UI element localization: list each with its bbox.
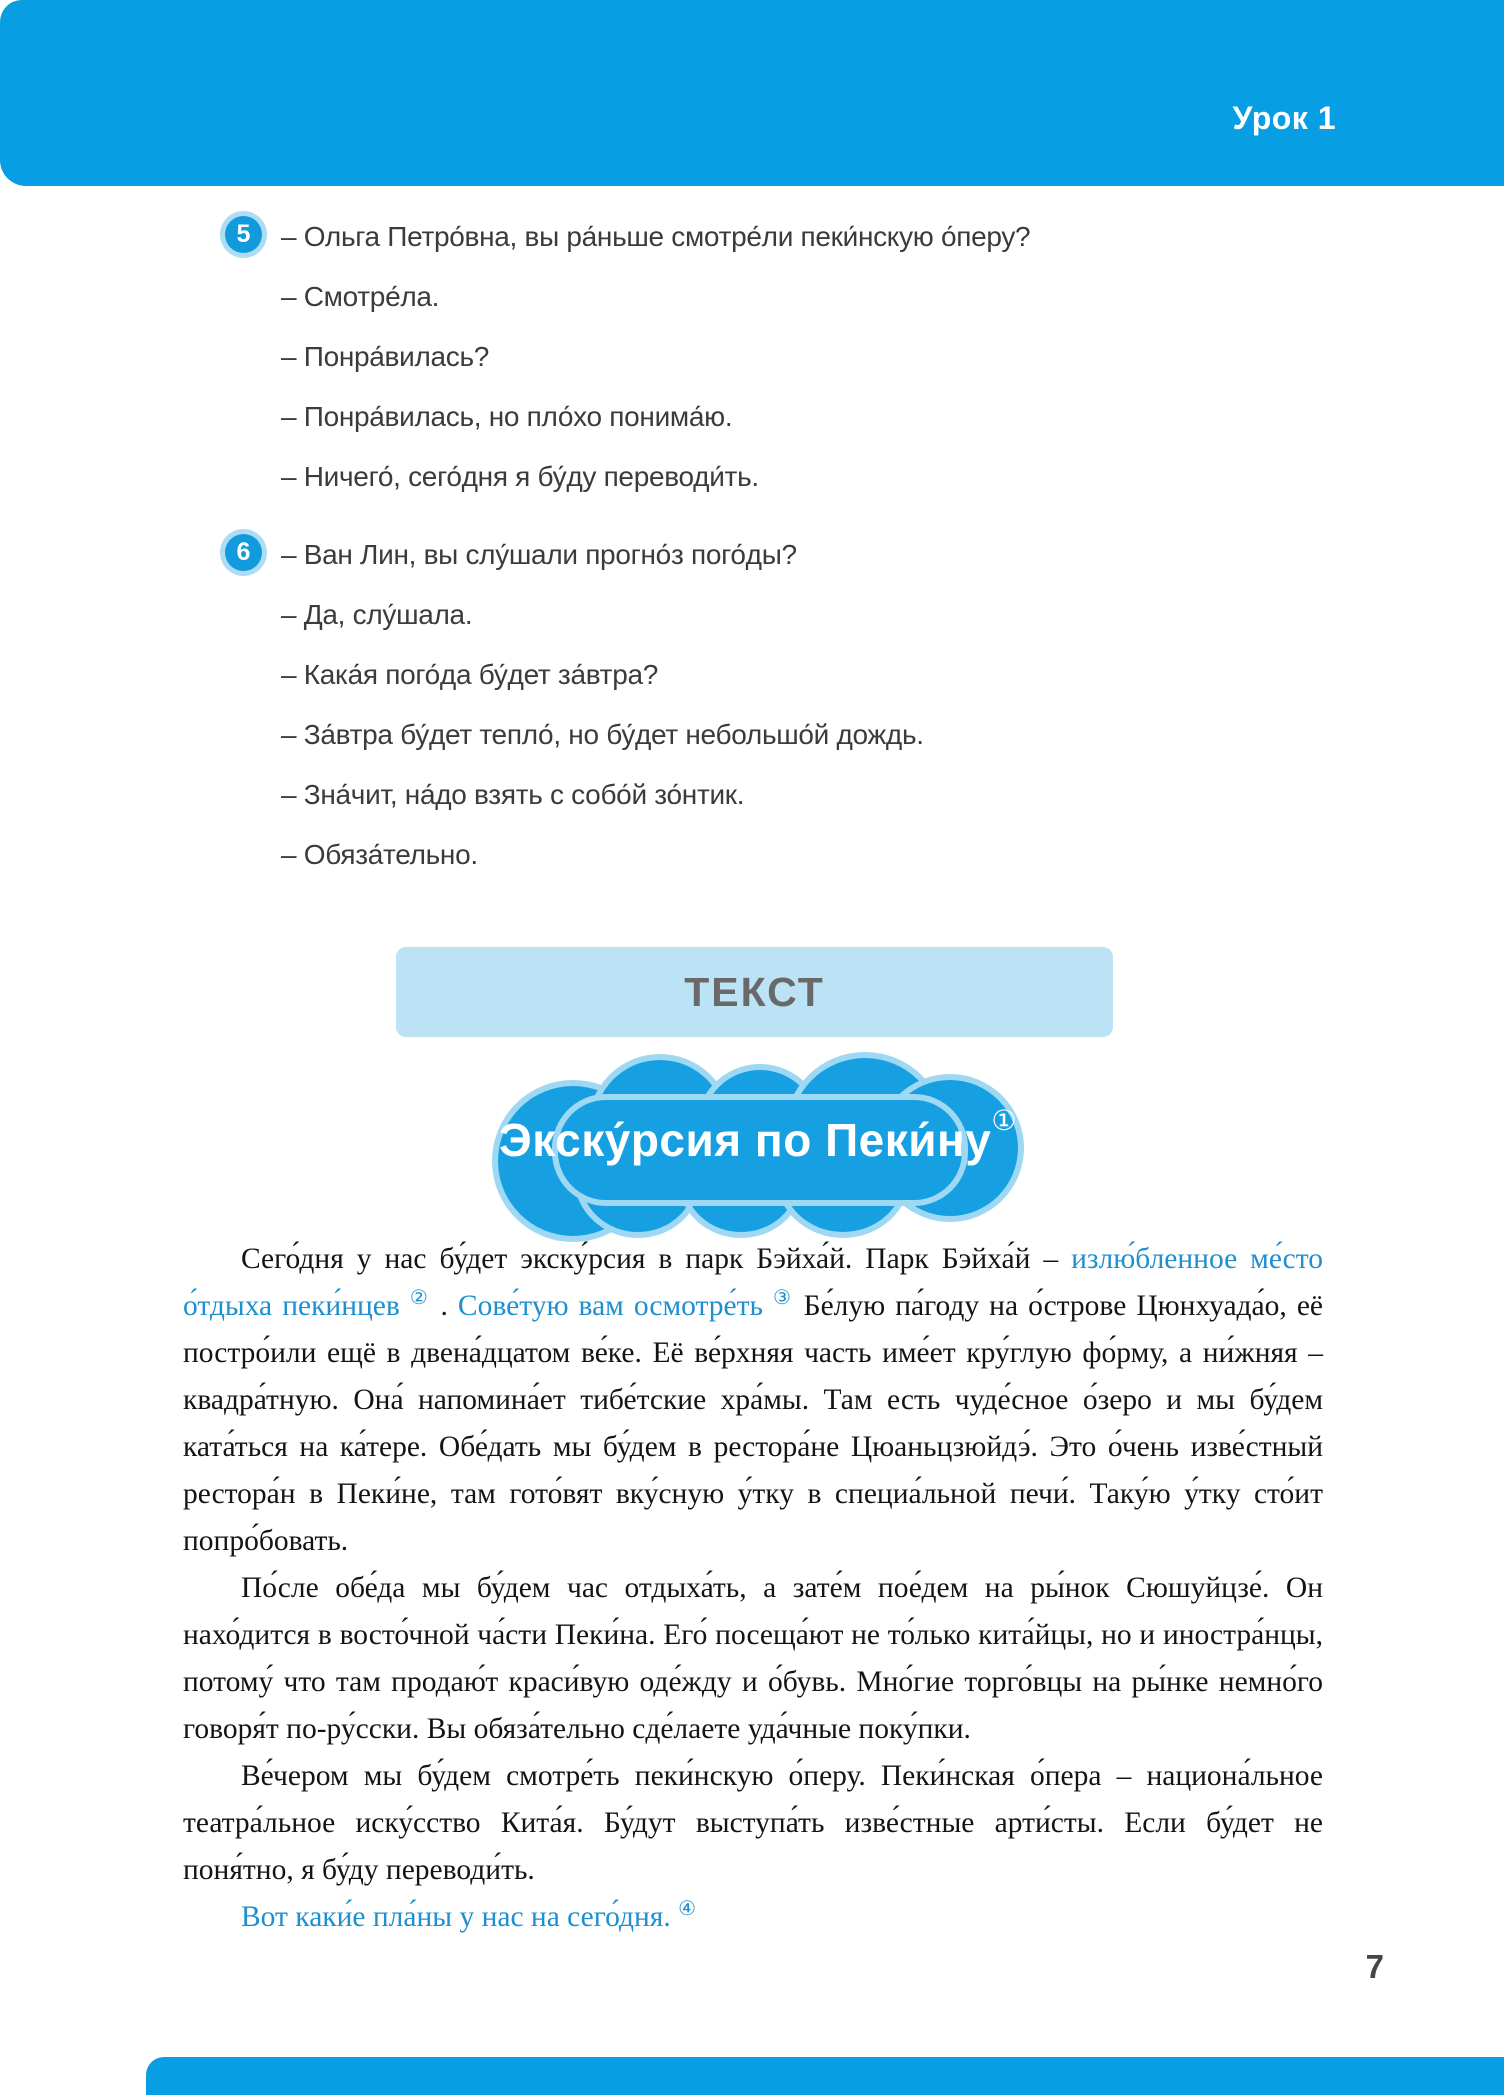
dialogue-line: – Кака́я пого́да бу́дет за́втра? (281, 659, 659, 690)
dialogue-item-5 (236, 220, 1031, 520)
dialogue-line: – Ничего́, сего́дня я бу́ду переводи́ть. (281, 461, 759, 492)
cloud-title-text (498, 1105, 1018, 1167)
footnote-4-marker: ④ (678, 1898, 697, 1921)
footnote-1-marker: ① (991, 1105, 1017, 1136)
dialogue-line: – Понра́вилась, но пло́хо понима́ю. (281, 401, 733, 432)
dialogue-line: – Да, слу́шала. (281, 599, 473, 630)
p1-highlight-2: Сове́тую вам осмотре́ть (457, 1290, 763, 1322)
paragraph-1 (183, 1236, 1323, 1565)
page-number: 7 (1365, 1948, 1384, 1985)
main-text (183, 1236, 1323, 1941)
p1-separator: . (430, 1290, 458, 1322)
text-section-banner (396, 947, 1113, 1037)
dialogue-line: – За́втра бу́дет тепло́, но бу́дет небольшо́й дождь. (281, 719, 924, 750)
dialogue-line: – Зна́чит, на́до взять с собо́й зо́нтик. (281, 779, 745, 810)
p1-highlight-1: излю́бленное ме́сто о́тдыха пеки́нцев (183, 1243, 1323, 1322)
p4-text: Вот каки́е пла́ны у нас на сего́дня. (241, 1901, 671, 1933)
item-number-badge: 5 (225, 216, 262, 253)
text-banner-label: ТЕКСТ (684, 968, 825, 1015)
paragraph-4 (183, 1894, 1323, 1941)
footer-band (146, 2057, 1504, 2095)
header-band (0, 0, 1504, 186)
p1-text-cont: Бе́лую па́году на о́строве Цюнхуада́о, её постро́или ещё в двена́дцатом ве́ке. Её ве́рхняя часть име́ет кру́глую фо́рму, а ни́жняя – квадра́тную. Она́ напомина́ет тибе́тские хра́мы. Там есть чуде́сное о́зеро и мы бу́дем ката́ться на ка́тере. Обе́дать мы бу́дем в рестора́не Цюаньцзюйдэ́. Это о́чень изве́стный рестора́н в Пеки́не, там гото́вят вку́сную у́тку в специа́льной печи́. Таку́ю у́тку сто́ит попро́бовать. (183, 1290, 1324, 1557)
dialogue-line: – Ван Лин, вы слу́шали прогно́з пого́ды? (281, 539, 797, 570)
paragraph-3: Ве́чером мы бу́дем смотре́ть пеки́нскую о́перу. Пеки́нская о́пера – национа́льное театра́льное иску́сство Кита́я. Бу́дут выступа́ть изве́стные арти́сты. Если бу́дет не поня́тно, я бу́ду переводи́ть. (183, 1760, 1323, 1886)
lesson-label: Урок 1 (1232, 100, 1336, 136)
dialogue-line: – Понра́вилась? (281, 341, 490, 372)
dialogue-item-6 (236, 538, 1030, 898)
footnote-3-marker: ③ (772, 1287, 794, 1310)
footnote-2-marker: ② (409, 1287, 431, 1310)
cloud-title-label: Экску́рсия по Пеки́ну (499, 1114, 992, 1166)
item-number-badge: 6 (225, 534, 262, 571)
dialogue-line: – Обяза́тельно. (281, 839, 478, 870)
title-cloud (498, 1058, 1018, 1233)
dialogue-section (236, 220, 1031, 898)
p1-text: Сего́дня у нас бу́дет экску́рсия в парк Бэйха́й. Парк Бэйха́й – (241, 1243, 1072, 1275)
dialogue-line: – Ольга Петро́вна, вы ра́ньше смотре́ли пеки́нскую о́перу? (281, 221, 1031, 252)
dialogue-line: – Смотре́ла. (281, 281, 440, 312)
paragraph-2: По́сле обе́да мы бу́дем час отдыха́ть, а зате́м пое́дем на ры́нок Сюшуйцзе́. Он нахо́дится в восто́чной ча́сти Пеки́на. Его́ посеща́ют не то́лько кита́йцы, но и иностра́нцы, потому́ что там продаю́т краси́вую оде́жду и о́бувь. Мно́гие торго́вцы на ры́нке немно́го говоря́т по-ру́сски. Вы обяза́тельно сде́лаете уда́чные поку́пки. (183, 1572, 1323, 1745)
